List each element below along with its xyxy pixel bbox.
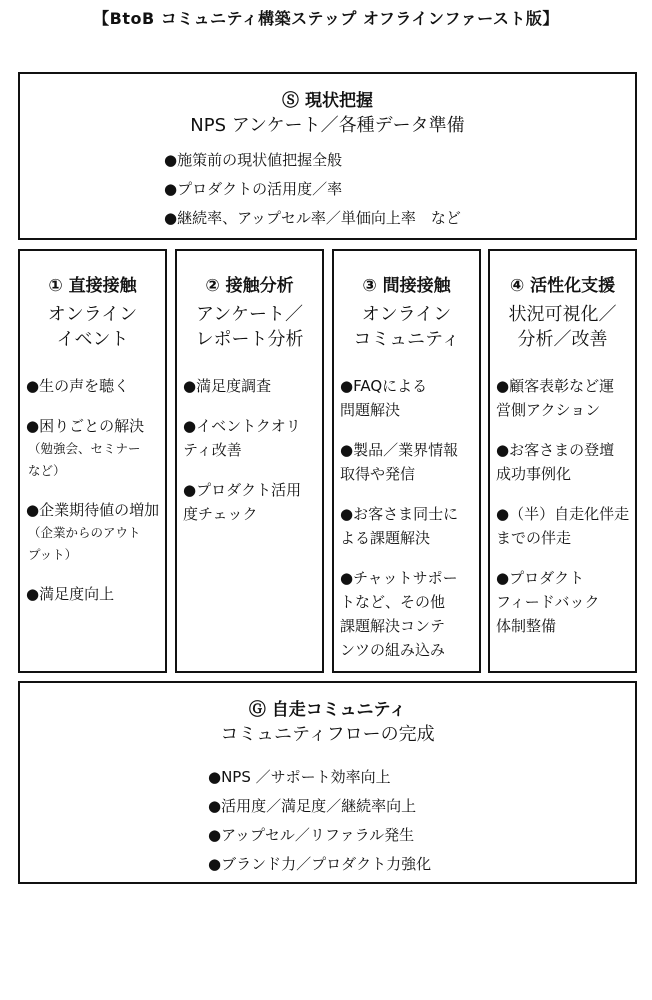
goal-subheading: コミュニティフローの完成 [220,724,435,745]
list-item: ●ブランド力／プロダクト力強化 [208,855,432,873]
step-subheading-line: オンライン [361,304,452,325]
item-text: 取得や発信 [340,465,416,483]
list-item [496,566,631,638]
item-text: ティ改善 [183,441,242,459]
step-list [490,374,635,638]
goal-box [18,681,637,884]
step-subheading [177,302,322,352]
item-note: プット） [28,547,78,562]
item-text: 度チェック [183,505,258,523]
list-item: ●アップセル／リファラル発生 [208,826,415,844]
item-text: ●お客さまの登壇 [496,441,615,459]
step-subheading-line: 分析／改善 [517,329,608,350]
list-item [496,438,631,486]
step-heading: ① 直接接触 [48,276,137,296]
step-heading: ② 接触分析 [205,276,294,296]
item-text: ンツの組み込み [340,641,446,659]
step-list [177,374,322,526]
step-subheading-line: レポート分析 [195,329,304,350]
step-3-indirect-contact [332,249,481,673]
list-item [340,502,475,550]
page-title: 【BtoB コミュニティ構築ステップ オフラインファースト版】 [93,9,559,28]
step-subheading-line: 状況可視化／ [508,304,617,325]
step-subheading [490,302,635,352]
item-text: までの伴走 [496,529,572,547]
item-text: ●プロダクト [496,569,585,587]
item-text: トなど、その他 [340,593,446,611]
item-note: （勉強会、セミナー [28,441,141,456]
step-subheading-line: コミュニティ [353,329,460,350]
step-subheading [20,302,165,352]
item-text: ●企業期待値の増加 [26,501,160,519]
item-text: ●満足度向上 [26,585,115,603]
list-item [340,566,475,662]
list-item [183,414,318,462]
item-text: よる課題解決 [340,529,431,547]
step-2-contact-analysis [175,249,324,673]
step-subheading-line: アンケート／ [196,304,303,325]
list-item [183,478,318,526]
item-text: ●製品／業界情報 [340,441,459,459]
list-item: ●継続率、アップセル率／単価向上率 など [164,209,461,227]
list-item: ●NPS ／サポート効率向上 [208,768,391,786]
item-text: ●FAQによる [340,377,428,395]
item-text: ●イベントクオリ [183,417,301,435]
item-note: など） [28,463,66,478]
step-list [334,374,479,662]
list-item [183,374,318,398]
step-subheading-line: イベント [56,329,129,350]
item-text: フィードバック [496,593,600,611]
item-text: 営側アクション [496,401,601,419]
item-text: ●プロダクト活用 [183,481,302,499]
item-text: ●（半）自走化伴走 [496,505,630,523]
goal-heading: Ⓖ 自走コミュニティ [248,700,407,720]
item-text: ●お客さま同士に [340,505,459,523]
list-item [26,498,161,566]
list-item [26,374,161,398]
step-heading: ③ 間接接触 [362,276,451,296]
item-text: 成功事例化 [496,465,572,483]
list-item: ●施策前の現状値把握全般 [164,151,343,169]
current-state-box [18,72,637,240]
list-item [340,438,475,486]
step-1-direct-contact [18,249,167,673]
list-item [26,414,161,482]
step-subheading [334,302,479,352]
item-text: 体制整備 [496,617,557,635]
item-text: ●満足度調査 [183,377,272,395]
current-state-heading: Ⓢ 現状把握 [282,91,373,111]
item-text: ●生の声を聴く [26,377,130,395]
list-item: ●活用度／満足度／継続率向上 [208,797,417,815]
current-state-list [164,146,461,233]
step-heading: ④ 活性化支援 [509,276,616,296]
goal-list [208,763,431,879]
list-item: ●プロダクトの活用度／率 [164,180,343,198]
step-list [20,374,165,606]
item-text: 問題解決 [340,401,401,419]
step-subheading-line: オンライン [47,304,138,325]
item-text: ●顧客表彰など運 [496,377,615,395]
step-4-activation-support [488,249,637,673]
list-item [496,374,631,422]
list-item [26,582,161,606]
item-text: 課題解決コンテ [340,617,446,635]
item-text: ●困りごとの解決 [26,417,145,435]
list-item [496,502,631,550]
list-item [340,374,475,422]
item-text: ●チャットサポー [340,569,458,587]
item-note: （企業からのアウト [28,525,141,540]
current-state-subheading: NPS アンケート／各種データ準備 [190,115,465,136]
